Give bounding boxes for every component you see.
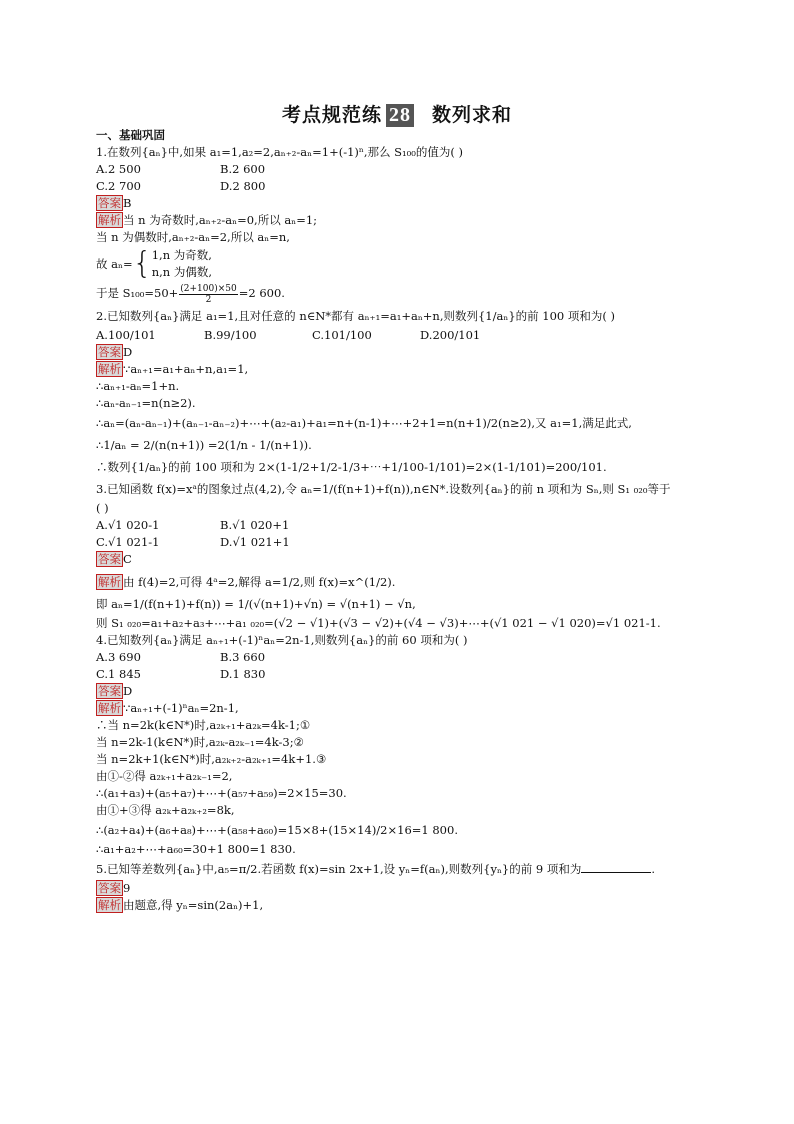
document-body: [96, 127, 696, 914]
q4-analysis-1: ∵aₙ₊₁+(-1)ⁿaₙ=2n-1,: [123, 700, 239, 715]
q2-answer: [96, 344, 696, 361]
q5-stem: [96, 858, 696, 880]
q2-option-c: C.101/100: [312, 327, 372, 342]
q1-analysis-sum: [96, 282, 696, 305]
sum-fraction: [179, 284, 237, 305]
section-heading: 一、基础巩固: [96, 128, 165, 142]
frac-den: 2: [205, 294, 212, 305]
frac-num: (2+100)×50: [180, 283, 237, 294]
q2-option-a: A.100/101: [96, 327, 156, 342]
q1-analysis-9: =2 600.: [238, 286, 285, 300]
q1-analysis-line: [96, 212, 696, 229]
q4-answer-value: D: [123, 683, 133, 698]
q3-options-row2: [96, 534, 696, 551]
q4-analysis-5: 由①-②得 a₂ₖ₊₁+a₂ₖ₋₁=2,: [96, 768, 233, 783]
q2-analysis-2: ∴aₙ₊₁-aₙ=1+n.: [96, 378, 180, 393]
q5-answer-value: 9: [123, 880, 131, 895]
q1-analysis-cases: [96, 246, 696, 282]
q2-options: [96, 327, 696, 344]
analysis-tag: 解析: [98, 897, 121, 912]
q4-analysis-3: 当 n=2k-1(k∈N*)时,a₂ₖ-a₂ₖ₋₁=4k-3;②: [96, 734, 304, 749]
q5-analysis-line: [96, 897, 696, 914]
q3-options: [96, 517, 696, 534]
q4-analysis-2: ∴当 n=2k(k∈N*)时,a₂ₖ₊₁+a₂ₖ=4k-1;①: [96, 717, 311, 732]
q4-analysis-9: ∴a₁+a₂+⋯+a₆₀=30+1 800=1 830.: [96, 841, 296, 856]
q3-option-b: B.√1 020+1: [220, 517, 290, 532]
title-prefix: 考点规范练: [281, 104, 382, 126]
q1-stem: 1.在数列{aₙ}中,如果 a₁=1,a₂=2,aₙ₊₂-aₙ=1+(-1)ⁿ,那么 S₁₀₀的值为( ): [96, 145, 464, 159]
q2-option-b: B.99/100: [204, 327, 257, 342]
q1-answer-value: B: [123, 196, 132, 210]
answer-tag: 答案: [98, 551, 121, 566]
case-even: n,n 为偶数,: [151, 265, 212, 279]
title-topic: 数列求和: [432, 104, 513, 126]
q2-analysis-line: [96, 361, 696, 378]
q4-option-b: B.3 660: [220, 649, 266, 664]
q2-analysis-1: ∵aₙ₊₁=a₁+aₙ+n,a₁=1,: [123, 361, 249, 376]
q3-option-d: D.√1 021+1: [220, 534, 290, 549]
title-number: 28: [386, 104, 414, 127]
q4-options-row2: [96, 666, 696, 683]
q4-analysis-4: 当 n=2k+1(k∈N*)时,a₂ₖ₊₂-a₂ₖ₊₁=4k+1.③: [96, 751, 327, 766]
analysis-tag: 解析: [98, 700, 121, 715]
answer-tag: 答案: [98, 683, 121, 698]
q3-analysis-1: 由 f(4)=2,可得 4ᵃ=2,解得 a=1/2,则 f(x)=x^(1/2).: [123, 574, 396, 589]
q2-stem: 2.已知数列{aₙ}满足 a₁=1,且对任意的 n∈N*都有 aₙ₊₁=a₁+aₙ+n,则数列{1/aₙ}的前 100 项和为( ): [96, 308, 616, 323]
answer-tag: 答案: [98, 344, 121, 359]
q3-answer: [96, 551, 696, 568]
q1-options-row2: [96, 178, 696, 195]
q4-analysis-8: ∴(a₂+a₄)+(a₆+a₈)+⋯+(a₅₈+a₆₀)=15×8+(15×14)/2×16=1 800.: [96, 822, 458, 837]
q2-analysis-3: ∴aₙ-aₙ₋₁=n(n≥2).: [96, 395, 196, 410]
q3-answer-value: C: [123, 551, 132, 566]
analysis-tag: 解析: [98, 361, 121, 376]
q4-analysis-line: [96, 700, 696, 717]
q4-answer: [96, 683, 696, 700]
brace-icon: {: [132, 246, 152, 281]
q4-option-d: D.1 830: [220, 666, 266, 681]
q1-analysis-3: 故 aₙ=: [96, 256, 133, 271]
q3-analysis-2: 即 aₙ=1/(f(n+1)+f(n)) = 1/(√(n+1)+√n) = √(n+1) − √n,: [96, 596, 416, 611]
q3-stem: 3.已知函数 f(x)=xᵃ的图象过点(4,2),令 aₙ=1/(f(n+1)+f(n)),n∈N*.设数列{aₙ}的前 n 项和为 Sₙ,则 S₁ ₀₂₀等于: [96, 481, 671, 496]
q1-answer: [96, 195, 696, 212]
q1-analysis-1: 当 n 为奇数时,aₙ₊₂-aₙ=0,所以 aₙ=1;: [123, 213, 318, 227]
q2-analysis-6: ∴数列{1/aₙ}的前 100 项和为 2×(1-1/2+1/2-1/3+⋯+1/100-1/101)=2×(1-1/101)=200/101.: [96, 459, 607, 474]
q4-option-c: C.1 845: [96, 666, 141, 681]
q2-analysis-4: ∴aₙ=(aₙ-aₙ₋₁)+(aₙ₋₁-aₙ₋₂)+⋯+(a₂-a₁)+a₁=n+(n-1)+⋯+2+1=n(n+1)/2(n≥2),又 a₁=1,满足此式,: [96, 415, 632, 430]
answer-tag: 答案: [98, 880, 121, 895]
q4-options: [96, 649, 696, 666]
case-odd: 1,n 为奇数,: [151, 248, 212, 262]
q5-answer: [96, 880, 696, 897]
q1-option-d: D.2 800: [220, 179, 266, 193]
q4-option-a: A.3 690: [96, 649, 141, 664]
q1-option-b: B.2 600: [220, 162, 266, 176]
q3-option-c: C.√1 021-1: [96, 534, 160, 549]
q2-analysis-5: ∴1/aₙ = 2/(n(n+1)) =2(1/n - 1/(n+1)).: [96, 437, 312, 452]
analysis-tag: 解析: [98, 574, 121, 589]
q2-answer-value: D: [123, 344, 133, 359]
q3-option-a: A.√1 020-1: [96, 517, 160, 532]
analysis-tag: 解析: [98, 213, 121, 227]
q1-option-c: C.2 700: [96, 179, 141, 193]
page-title: [0, 100, 794, 127]
q3-analysis-line: [96, 571, 696, 593]
q5-analysis-1: 由题意,得 yₙ=sin(2aₙ)+1,: [123, 897, 264, 912]
q3-stem-paren: ( ): [96, 500, 109, 515]
q3-analysis-3: 则 S₁ ₀₂₀=a₁+a₂+a₃+⋯+a₁ ₀₂₀=(√2 − √1)+(√3 − √2)+(√4 − √3)+⋯+(√1 021 − √1 020)=√1 021-1.: [96, 615, 661, 630]
q5-stem-text: 5.已知等差数列{aₙ}中,a₅=π/2.若函数 f(x)=sin 2x+1,设 yₙ=f(aₙ),则数列{yₙ}的前 9 项和为: [96, 861, 582, 876]
q1-options: [96, 161, 696, 178]
answer-tag: 答案: [98, 196, 121, 210]
answer-blank: [581, 862, 651, 873]
q2-option-d: D.200/101: [420, 327, 481, 342]
q1-option-a: A.2 500: [96, 162, 141, 176]
q1-analysis-6: 于是 S₁₀₀=50+: [96, 286, 179, 300]
piecewise: [133, 247, 212, 281]
q4-stem: 4.已知数列{aₙ}满足 aₙ₊₁+(-1)ⁿaₙ=2n-1,则数列{aₙ}的前 60 项和为( ): [96, 632, 468, 647]
q5-stem-end: .: [651, 861, 656, 876]
q4-analysis-6: ∴(a₁+a₃)+(a₅+a₇)+⋯+(a₅₇+a₅₉)=2×15=30.: [96, 785, 347, 800]
q4-analysis-7: 由①+③得 a₂ₖ+a₂ₖ₊₂=8k,: [96, 802, 235, 817]
q1-analysis-2: 当 n 为偶数时,aₙ₊₂-aₙ=2,所以 aₙ=n,: [96, 230, 290, 244]
